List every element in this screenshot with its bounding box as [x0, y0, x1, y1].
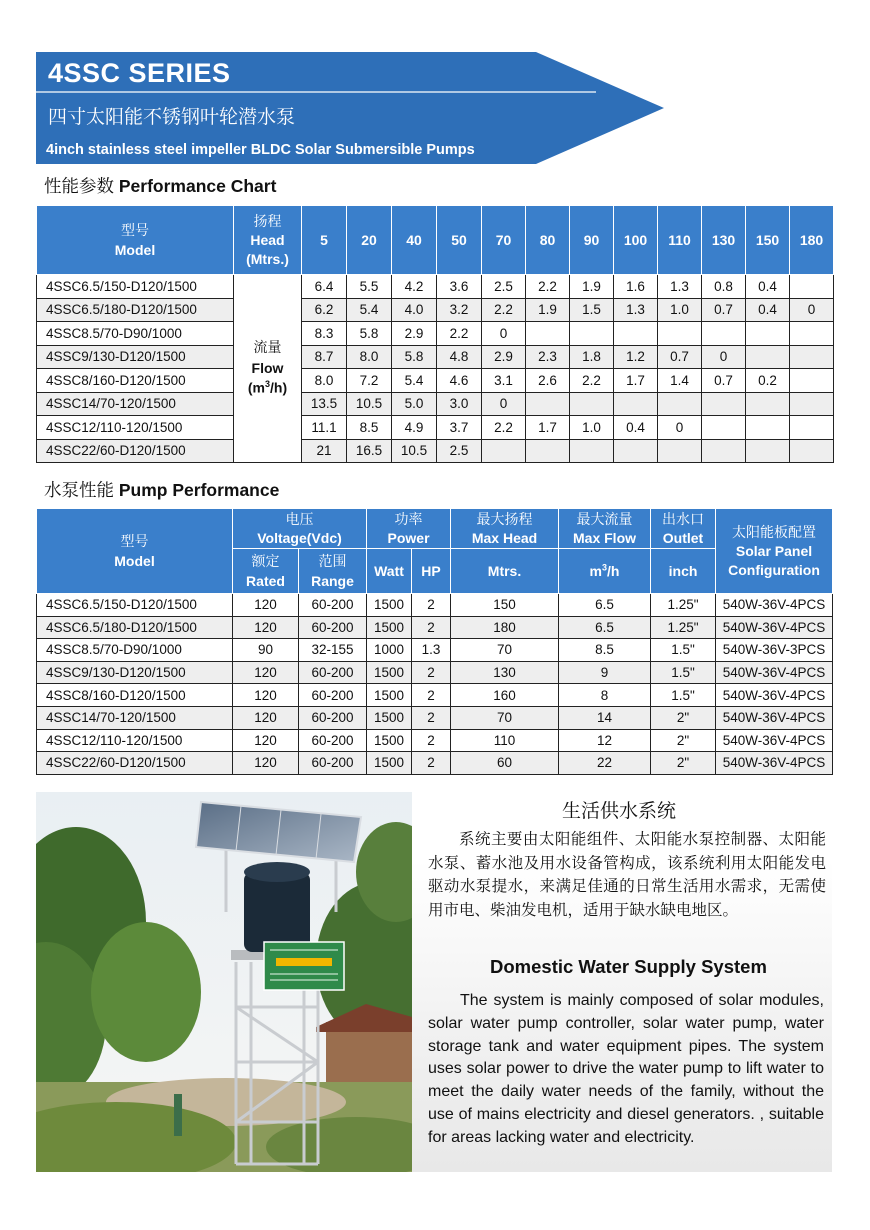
- pump-range-cell: 60-200: [299, 729, 367, 752]
- flow-value-cell: [790, 416, 834, 440]
- flow-value-cell: 8.0: [347, 345, 392, 369]
- pump-model-cell: 4SSC9/130-D120/1500: [37, 661, 233, 684]
- flow-value-cell: 21: [302, 439, 347, 463]
- flow-value-cell: 2.9: [482, 345, 526, 369]
- model-cell: 4SSC6.5/150-D120/1500: [37, 275, 234, 299]
- pump-rated-cell: 90: [233, 639, 299, 662]
- range-header: 范围 Range: [299, 549, 367, 594]
- pump-rated-cell: 120: [233, 616, 299, 639]
- head-value: 150: [746, 206, 790, 275]
- pump-panel-cell: 540W-36V-4PCS: [716, 706, 833, 729]
- flow-value-cell: [658, 322, 702, 346]
- pump-panel-cell: 540W-36V-4PCS: [716, 729, 833, 752]
- flow-value-cell: 2.2: [482, 298, 526, 322]
- flow-value-cell: [746, 392, 790, 416]
- model-cell: 4SSC12/110-120/1500: [37, 416, 234, 440]
- flow-value-cell: 5.8: [392, 345, 437, 369]
- pump-model-header: 型号 Model: [37, 509, 233, 594]
- flow-value-cell: 3.2: [437, 298, 482, 322]
- pump-range-cell: 60-200: [299, 684, 367, 707]
- flow-value-cell: 3.0: [437, 392, 482, 416]
- subtitle-en: 4inch stainless steel impeller BLDC Solar Submersible Pumps: [46, 142, 475, 158]
- pump-rated-cell: 120: [233, 661, 299, 684]
- flow-value-cell: [790, 345, 834, 369]
- power-header: 功率 Power: [367, 509, 451, 549]
- maxhead-unit: Mtrs.: [451, 549, 559, 594]
- pump-range-cell: 60-200: [299, 706, 367, 729]
- pump-outlet-cell: 2": [651, 706, 716, 729]
- flow-value-cell: 1.7: [614, 369, 658, 393]
- flow-value-cell: 0.2: [746, 369, 790, 393]
- maxflow-unit: $m^3/h$: [559, 549, 651, 594]
- model-header: 型号 Model: [37, 206, 234, 275]
- pump-outlet-cell: 1.5": [651, 661, 716, 684]
- flow-value-cell: [614, 439, 658, 463]
- flow-value-cell: 5.8: [347, 322, 392, 346]
- flow-label-cell: 流量 Flow $(m^3/h)$: [234, 275, 302, 463]
- outlet-header: 出水口 Outlet: [651, 509, 716, 549]
- flow-value-cell: [658, 392, 702, 416]
- flow-value-cell: [570, 322, 614, 346]
- flow-value-cell: 0: [658, 416, 702, 440]
- flow-value-cell: 0: [790, 298, 834, 322]
- pump-flow-cell: 6.5: [559, 594, 651, 617]
- pump-flow-cell: 6.5: [559, 616, 651, 639]
- pump-model-cell: 4SSC12/110-120/1500: [37, 729, 233, 752]
- flow-value-cell: 0.4: [746, 298, 790, 322]
- flow-value-cell: 13.5: [302, 392, 347, 416]
- flow-value-cell: 0.8: [702, 275, 746, 299]
- pump-watt-cell: 1500: [367, 684, 412, 707]
- model-cell: 4SSC8/160-D120/1500: [37, 369, 234, 393]
- pump-outlet-cell: 2": [651, 752, 716, 775]
- pump-row: [37, 706, 833, 729]
- flow-value-cell: 0.7: [702, 369, 746, 393]
- flow-value-cell: 1.2: [614, 345, 658, 369]
- flow-value-cell: 11.1: [302, 416, 347, 440]
- head-value: 100: [614, 206, 658, 275]
- pump-panel-cell: 540W-36V-4PCS: [716, 752, 833, 775]
- pump-head-cell: 150: [451, 594, 559, 617]
- flow-value-cell: 5.0: [392, 392, 437, 416]
- photo-illustration: [36, 792, 412, 1172]
- pump-header-row-1: [37, 509, 833, 549]
- pump-hp-cell: 2: [412, 616, 451, 639]
- flow-value-cell: 1.4: [658, 369, 702, 393]
- flow-value-cell: [614, 392, 658, 416]
- flow-value-cell: 4.6: [437, 369, 482, 393]
- outlet-unit: inch: [651, 549, 716, 594]
- pump-watt-cell: 1500: [367, 616, 412, 639]
- pump-range-cell: 60-200: [299, 752, 367, 775]
- pump-head-cell: 130: [451, 661, 559, 684]
- flow-value-cell: [526, 322, 570, 346]
- flow-value-cell: [570, 439, 614, 463]
- pump-panel-cell: 540W-36V-4PCS: [716, 684, 833, 707]
- flow-value-cell: 2.2: [570, 369, 614, 393]
- pump-outlet-cell: 1.25": [651, 616, 716, 639]
- pump-model-cell: 4SSC6.5/180-D120/1500: [37, 616, 233, 639]
- pump-flow-cell: 8: [559, 684, 651, 707]
- pump-flow-cell: 14: [559, 706, 651, 729]
- flow-value-cell: 0.7: [658, 345, 702, 369]
- flow-value-cell: 8.0: [302, 369, 347, 393]
- pump-watt-cell: 1500: [367, 729, 412, 752]
- rated-header: 额定 Rated: [233, 549, 299, 594]
- head-value: 80: [526, 206, 570, 275]
- flow-value-cell: [702, 416, 746, 440]
- header-banner: [36, 52, 664, 164]
- flow-value-cell: 8.7: [302, 345, 347, 369]
- head-value: 50: [437, 206, 482, 275]
- pump-row: [37, 594, 833, 617]
- pump-watt-cell: 1500: [367, 594, 412, 617]
- flow-value-cell: 5.5: [347, 275, 392, 299]
- flow-value-cell: 1.3: [614, 298, 658, 322]
- flow-value-cell: [526, 439, 570, 463]
- performance-row: [37, 345, 834, 369]
- flow-value-cell: 6.2: [302, 298, 347, 322]
- flow-value-cell: 2.2: [526, 275, 570, 299]
- pump-hp-cell: 2: [412, 752, 451, 775]
- performance-row: [37, 416, 834, 440]
- flow-value-cell: 0: [702, 345, 746, 369]
- pump-flow-cell: 8.5: [559, 639, 651, 662]
- performance-row: [37, 439, 834, 463]
- pump-head-cell: 110: [451, 729, 559, 752]
- pump-head-cell: 180: [451, 616, 559, 639]
- model-cell: 4SSC8.5/70-D90/1000: [37, 322, 234, 346]
- pump-hp-cell: 2: [412, 706, 451, 729]
- pump-flow-cell: 12: [559, 729, 651, 752]
- pump-outlet-cell: 1.5": [651, 639, 716, 662]
- flow-value-cell: [746, 345, 790, 369]
- flow-value-cell: 2.6: [526, 369, 570, 393]
- performance-row: [37, 298, 834, 322]
- pump-model-cell: 4SSC6.5/150-D120/1500: [37, 594, 233, 617]
- flow-value-cell: 0: [482, 322, 526, 346]
- pump-head-cell: 160: [451, 684, 559, 707]
- pump-model-cell: 4SSC22/60-D120/1500: [37, 752, 233, 775]
- flow-value-cell: 6.4: [302, 275, 347, 299]
- system-description-cn: 系统主要由太阳能组件、太阳能水泵控制器、太阳能水泵、蓄水池及用水设备管构成，该系统利用太阳能发电驱动水泵提水，来满足佳通的日常生活用水需求，无需使用市电、柴油发电机，适用于缺水缺电地区。: [428, 830, 826, 919]
- pump-range-cell: 60-200: [299, 616, 367, 639]
- pump-range-cell: 60-200: [299, 661, 367, 684]
- performance-row: [37, 322, 834, 346]
- head-value: 5: [302, 206, 347, 275]
- flow-value-cell: 3.6: [437, 275, 482, 299]
- pump-flow-cell: 22: [559, 752, 651, 775]
- pump-range-cell: 60-200: [299, 594, 367, 617]
- performance-row: [37, 369, 834, 393]
- pump-rated-cell: 120: [233, 594, 299, 617]
- series-title: 4SSC SERIES: [48, 58, 231, 88]
- pump-watt-cell: 1500: [367, 706, 412, 729]
- flow-value-cell: 5.4: [392, 369, 437, 393]
- flow-value-cell: [702, 322, 746, 346]
- pump-watt-cell: 1500: [367, 661, 412, 684]
- flow-value-cell: 10.5: [347, 392, 392, 416]
- flow-value-cell: [790, 322, 834, 346]
- pump-head-cell: 60: [451, 752, 559, 775]
- pump-rated-cell: 120: [233, 752, 299, 775]
- flow-value-cell: 3.7: [437, 416, 482, 440]
- solar-pump-installation-photo: [36, 792, 412, 1172]
- system-title-en: Domestic Water Supply System: [490, 956, 767, 977]
- performance-table: [36, 205, 834, 463]
- model-cell: 4SSC14/70-120/1500: [37, 392, 234, 416]
- pump-rated-cell: 120: [233, 684, 299, 707]
- model-cell: 4SSC22/60-D120/1500: [37, 439, 234, 463]
- system-description-en: The system is mainly composed of solar modules, solar water pump controller, solar water pump, water storage tank and water equipment pipes. The system uses solar power to drive the water pump to lift water to meet the daily water needs of the family, without the use of mains electricity and diesel generators. , suitable for areas lacking water and electricity.: [428, 992, 824, 1146]
- model-cell: 4SSC9/130-D120/1500: [37, 345, 234, 369]
- flow-value-cell: 2.2: [437, 322, 482, 346]
- head-value: 130: [702, 206, 746, 275]
- head-header: 扬程 Head (Mtrs.): [234, 206, 302, 275]
- pump-performance-table: [36, 508, 833, 775]
- watt-header: Watt: [367, 549, 412, 594]
- pump-model-cell: 4SSC14/70-120/1500: [37, 706, 233, 729]
- model-cell: 4SSC6.5/180-D120/1500: [37, 298, 234, 322]
- pump-panel-cell: 540W-36V-4PCS: [716, 616, 833, 639]
- flow-value-cell: 1.9: [526, 298, 570, 322]
- flow-value-cell: 4.2: [392, 275, 437, 299]
- flow-value-cell: 10.5: [392, 439, 437, 463]
- flow-value-cell: [526, 392, 570, 416]
- pump-hp-cell: 2: [412, 594, 451, 617]
- pump-head-cell: 70: [451, 639, 559, 662]
- flow-value-cell: 0.7: [702, 298, 746, 322]
- hp-header: HP: [412, 549, 451, 594]
- pump-watt-cell: 1500: [367, 752, 412, 775]
- flow-value-cell: [570, 392, 614, 416]
- pump-hp-cell: 2: [412, 684, 451, 707]
- flow-value-cell: 2.2: [482, 416, 526, 440]
- voltage-header: 电压 Voltage(Vdc): [233, 509, 367, 549]
- flow-value-cell: 8.3: [302, 322, 347, 346]
- pump-outlet-cell: 1.5": [651, 684, 716, 707]
- maxflow-header: 最大流量 Max Flow: [559, 509, 651, 549]
- flow-value-cell: [614, 322, 658, 346]
- flow-value-cell: 1.5: [570, 298, 614, 322]
- pump-outlet-cell: 2": [651, 729, 716, 752]
- pump-panel-cell: 540W-36V-4PCS: [716, 661, 833, 684]
- flow-value-cell: 2.9: [392, 322, 437, 346]
- head-value: 90: [570, 206, 614, 275]
- head-value: 20: [347, 206, 392, 275]
- pump-rated-cell: 120: [233, 729, 299, 752]
- flow-value-cell: [746, 416, 790, 440]
- flow-value-cell: 8.5: [347, 416, 392, 440]
- flow-value-cell: [790, 392, 834, 416]
- pump-hp-cell: 2: [412, 729, 451, 752]
- flow-value-cell: 4.9: [392, 416, 437, 440]
- flow-value-cell: 0: [482, 392, 526, 416]
- flow-value-cell: [746, 439, 790, 463]
- pump-row: [37, 729, 833, 752]
- flow-value-cell: [658, 439, 702, 463]
- pump-row: [37, 752, 833, 775]
- pump-model-cell: 4SSC8/160-D120/1500: [37, 684, 233, 707]
- flow-value-cell: 1.3: [658, 275, 702, 299]
- pump-row: [37, 684, 833, 707]
- flow-value-cell: 4.0: [392, 298, 437, 322]
- head-value: 180: [790, 206, 834, 275]
- pump-row: [37, 616, 833, 639]
- solar-panel-header: 太阳能板配置 Solar Panel Configuration: [716, 509, 833, 594]
- flow-value-cell: [702, 392, 746, 416]
- flow-value-cell: 2.5: [437, 439, 482, 463]
- pump-row: [37, 639, 833, 662]
- flow-value-cell: 7.2: [347, 369, 392, 393]
- flow-value-cell: 1.7: [526, 416, 570, 440]
- flow-value-cell: [702, 439, 746, 463]
- flow-value-cell: 4.8: [437, 345, 482, 369]
- pump-panel-cell: 540W-36V-4PCS: [716, 594, 833, 617]
- flow-value-cell: [790, 439, 834, 463]
- flow-value-cell: [746, 322, 790, 346]
- pump-watt-cell: 1000: [367, 639, 412, 662]
- pump-hp-cell: 1.3: [412, 639, 451, 662]
- pump-rated-cell: 120: [233, 706, 299, 729]
- pump-outlet-cell: 1.25": [651, 594, 716, 617]
- flow-value-cell: 16.5: [347, 439, 392, 463]
- flow-value-cell: 1.8: [570, 345, 614, 369]
- performance-chart-heading: 性能参数 Performance Chart: [44, 176, 277, 197]
- maxhead-header: 最大扬程 Max Head: [451, 509, 559, 549]
- performance-row: [37, 275, 834, 299]
- pump-hp-cell: 2: [412, 661, 451, 684]
- flow-value-cell: [790, 275, 834, 299]
- pump-model-cell: 4SSC8.5/70-D90/1000: [37, 639, 233, 662]
- flow-value-cell: 0.4: [746, 275, 790, 299]
- performance-row: [37, 392, 834, 416]
- head-value: 40: [392, 206, 437, 275]
- flow-value-cell: 3.1: [482, 369, 526, 393]
- head-value: 110: [658, 206, 702, 275]
- flow-value-cell: 1.0: [570, 416, 614, 440]
- pump-panel-cell: 540W-36V-3PCS: [716, 639, 833, 662]
- flow-value-cell: 2.5: [482, 275, 526, 299]
- system-title-cn: 生活供水系统: [562, 800, 677, 822]
- flow-value-cell: 1.0: [658, 298, 702, 322]
- flow-value-cell: 5.4: [347, 298, 392, 322]
- flow-value-cell: [790, 369, 834, 393]
- pump-performance-heading: 水泵性能 Pump Performance: [44, 480, 280, 501]
- subtitle-cn: 四寸太阳能不锈钢叶轮潜水泵: [48, 106, 296, 128]
- performance-header-row: [37, 206, 834, 275]
- pump-range-cell: 32-155: [299, 639, 367, 662]
- flow-value-cell: 1.9: [570, 275, 614, 299]
- flow-value-cell: 0.4: [614, 416, 658, 440]
- pump-head-cell: 70: [451, 706, 559, 729]
- head-value: 70: [482, 206, 526, 275]
- pump-row: [37, 661, 833, 684]
- pump-flow-cell: 9: [559, 661, 651, 684]
- flow-value-cell: 2.3: [526, 345, 570, 369]
- flow-value-cell: 1.6: [614, 275, 658, 299]
- flow-value-cell: [482, 439, 526, 463]
